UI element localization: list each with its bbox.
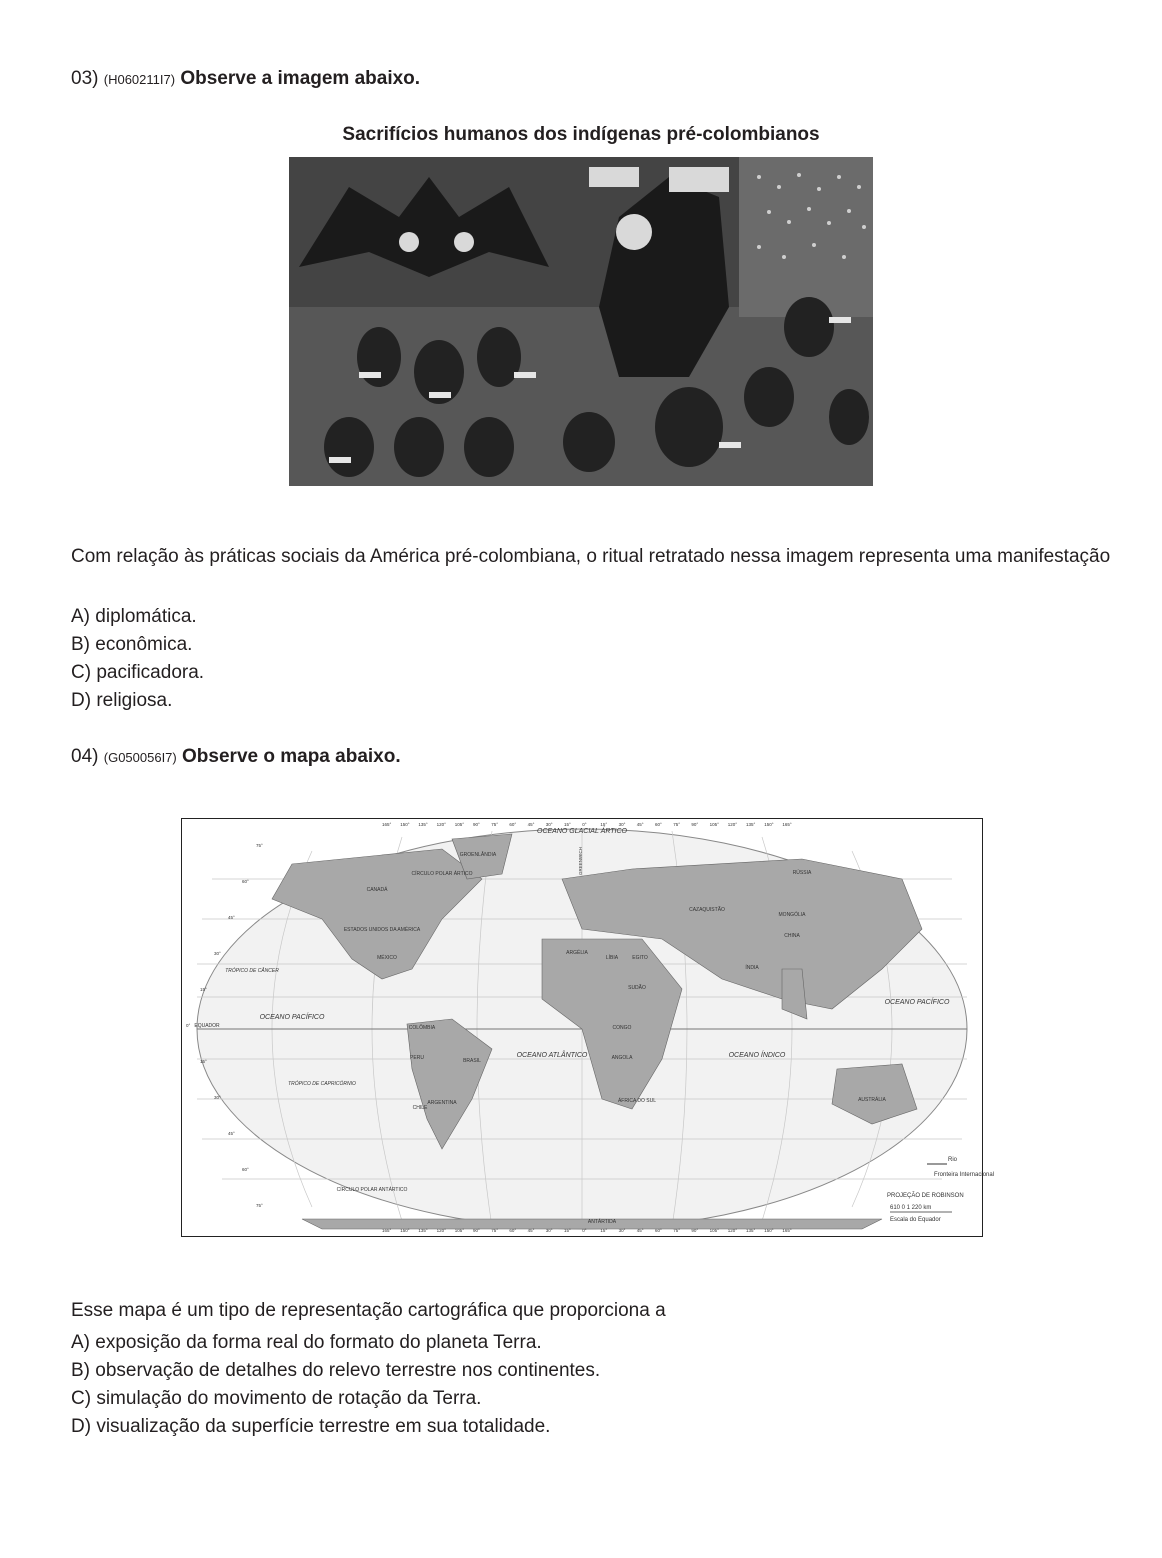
map-degree-label: 75°: [256, 843, 263, 848]
map-degree-label: 150°: [400, 1228, 410, 1233]
map-degree-label: 150°: [764, 1228, 774, 1233]
map-degree-label: 90°: [691, 1228, 699, 1233]
map-line-label: CÍRCULO POLAR ANTÁRTICO: [336, 1187, 408, 1193]
question-3-header: [71, 68, 420, 90]
option-c[interactable]: C) simulação do movimento de rotação da Terra.: [71, 1388, 482, 1409]
map-country-label: AUSTRÁLIA: [858, 1097, 886, 1103]
question-number: 04): [71, 746, 99, 767]
map-degree-label: 45°: [527, 1228, 535, 1233]
map-degree-label: 45°: [228, 1131, 235, 1136]
figure-title: Sacrifícios humanos dos indígenas pré-colombianos: [342, 124, 820, 145]
map-degree-label: 30°: [214, 951, 221, 956]
option-a[interactable]: A) diplomática.: [71, 606, 197, 627]
map-degree-label: 105°: [454, 822, 465, 827]
map-country-label: MONGÓLIA: [778, 912, 806, 918]
map-degree-label: 15°: [564, 822, 571, 827]
map-degree-label: 165°: [382, 822, 392, 827]
map-country-label: PERU: [410, 1055, 424, 1061]
question-3-stem: Com relação às práticas sociais da América pré-colombiana, o ritual retratado nessa imagem representa uma manifestação: [71, 546, 1111, 567]
question-instruction: Observe a imagem abaixo.: [180, 68, 421, 89]
map-ocean-label: OCEANO GLACIAL ÁRTICO: [537, 828, 627, 835]
mural-illustration: [289, 157, 873, 486]
map-country-label: CHILE: [412, 1105, 428, 1111]
map-degree-label: 90°: [473, 822, 480, 827]
map-degree-label: 45°: [228, 915, 235, 920]
map-scale-note: Escala do Equador: [890, 1217, 941, 1223]
option-d[interactable]: D) religiosa.: [71, 690, 173, 711]
map-degree-label: 60°: [509, 1228, 517, 1233]
option-a[interactable]: A) exposição da forma real do formato do planeta Terra.: [71, 1332, 542, 1353]
map-degree-label: 75°: [491, 822, 499, 827]
map-degree-label: 45°: [636, 822, 644, 827]
map-degree-label: 135°: [418, 1228, 428, 1233]
map-degree-label: 165°: [782, 1228, 792, 1233]
map-ocean-label: OCEANO PACÍFICO: [884, 999, 950, 1006]
map-line-label: CÍRCULO POLAR ÁRTICO: [411, 871, 473, 877]
world-map-svg: [182, 819, 995, 1236]
map-country-label: ARGENTINA: [427, 1100, 457, 1106]
map-degree-label: 30°: [618, 822, 626, 827]
map-degree-label: 120°: [436, 822, 446, 827]
map-line-label: TRÓPICO DE CÂNCER: [225, 968, 279, 974]
map-degree-label: 105°: [454, 1228, 465, 1233]
option-b[interactable]: B) observação de detalhes do relevo terrestre nos continentes.: [71, 1360, 601, 1381]
map-degree-label: 0°: [186, 1023, 191, 1028]
map-degree-label: 60°: [655, 822, 662, 827]
map-degree-label: 30°: [545, 822, 553, 827]
world-map: [181, 818, 995, 1237]
map-projection: PROJEÇÃO DE ROBINSON: [887, 1193, 964, 1199]
map-degree-label: 150°: [764, 822, 774, 827]
map-degree-label: 120°: [727, 822, 738, 827]
map-country-label: CHINA: [784, 933, 800, 939]
map-country-label: RÚSSIA: [792, 870, 812, 876]
map-country-label: ESTADOS UNIDOS DA AMÉRICA: [343, 927, 421, 933]
map-scale: 610 0 1 220 km: [890, 1205, 932, 1211]
mural-image: [289, 157, 873, 486]
map-degree-label: 30°: [618, 1228, 626, 1233]
map-degree-label: 90°: [473, 1228, 480, 1233]
map-country-label: ANTÁRTIDA: [587, 1219, 617, 1225]
map-degree-label: 15°: [600, 1228, 608, 1233]
map-country-label: GROENLÂNDIA: [459, 852, 497, 858]
map-degree-label: 120°: [727, 1228, 738, 1233]
map-ocean-label: OCEANO ATLÂNTICO: [516, 1052, 588, 1059]
map-degree-label: 60°: [655, 1228, 662, 1233]
legend-river: Rio: [948, 1157, 958, 1163]
map-degree-label: 0°: [582, 822, 587, 827]
map-country-label: ANGOLA: [611, 1055, 633, 1061]
map-line-label: GREENWICH: [578, 847, 583, 875]
map-degree-label: 60°: [242, 1167, 249, 1172]
map-country-label: COLÔMBIA: [408, 1025, 436, 1031]
map-ocean-label: OCEANO PACÍFICO: [259, 1014, 325, 1021]
map-degree-label: 165°: [782, 822, 792, 827]
question-code: (H060211I7): [103, 72, 176, 87]
map-country-label: SUDÃO: [628, 985, 646, 991]
map-ocean-label: OCEANO ÍNDICO: [728, 1052, 786, 1059]
map-line-label: TRÓPICO DE CAPRICÓRNIO: [288, 1081, 356, 1087]
map-country-label: CAZAQUISTÃO: [689, 907, 725, 913]
map-degree-label: 165°: [382, 1228, 392, 1233]
map-degree-label: 120°: [436, 1228, 446, 1233]
map-degree-label: 105°: [709, 1228, 719, 1233]
map-degree-label: 0°: [582, 1228, 587, 1233]
question-4-header: [71, 746, 401, 768]
map-degree-label: 135°: [746, 822, 756, 827]
question-code: (G050056I7): [103, 750, 177, 765]
map-country-label: LÍBIA: [605, 955, 619, 961]
map-country-label: ÁFRICA DO SUL: [617, 1098, 657, 1104]
map-degree-label: 75°: [673, 1228, 681, 1233]
question-4-stem: Esse mapa é um tipo de representação cartográfica que proporciona a: [71, 1300, 666, 1321]
map-degree-label: 15°: [600, 822, 608, 827]
question-number: 03): [71, 68, 99, 89]
map-degree-label: 105°: [709, 822, 719, 827]
map-degree-label: 150°: [400, 822, 410, 827]
map-country-label: BRASIL: [463, 1058, 481, 1064]
map-degree-label: 75°: [491, 1228, 499, 1233]
map-country-label: ARGÉLIA: [566, 950, 588, 956]
map-degree-label: 75°: [673, 822, 681, 827]
map-degree-label: 15°: [200, 1059, 207, 1064]
map-degree-label: 45°: [636, 1228, 644, 1233]
map-degree-label: 60°: [509, 822, 517, 827]
map-degree-label: 90°: [691, 822, 699, 827]
map-degree-label: 15°: [200, 987, 207, 992]
map-degree-label: 135°: [418, 822, 428, 827]
map-country-label: EGITO: [632, 955, 648, 961]
map-degree-label: 15°: [564, 1228, 571, 1233]
map-degree-label: 45°: [527, 822, 535, 827]
map-degree-label: 30°: [214, 1095, 221, 1100]
map-degree-label: 75°: [256, 1203, 263, 1208]
option-d[interactable]: D) visualização da superfície terrestre em sua totalidade.: [71, 1416, 551, 1437]
question-instruction: Observe o mapa abaixo.: [182, 746, 401, 767]
legend-border: Fronteira Internacional: [934, 1172, 995, 1178]
map-country-label: ÍNDIA: [745, 965, 759, 971]
map-country-label: CONGO: [612, 1025, 632, 1031]
option-b[interactable]: B) econômica.: [71, 634, 193, 655]
map-country-label: MÉXICO: [377, 955, 397, 961]
map-degree-label: 30°: [545, 1228, 553, 1233]
map-degree-label: 60°: [242, 879, 249, 884]
option-c[interactable]: C) pacificadora.: [71, 662, 205, 683]
map-line-label: EQUADOR: [194, 1023, 220, 1029]
map-country-label: CANADÁ: [366, 887, 388, 893]
map-degree-label: 135°: [746, 1228, 756, 1233]
